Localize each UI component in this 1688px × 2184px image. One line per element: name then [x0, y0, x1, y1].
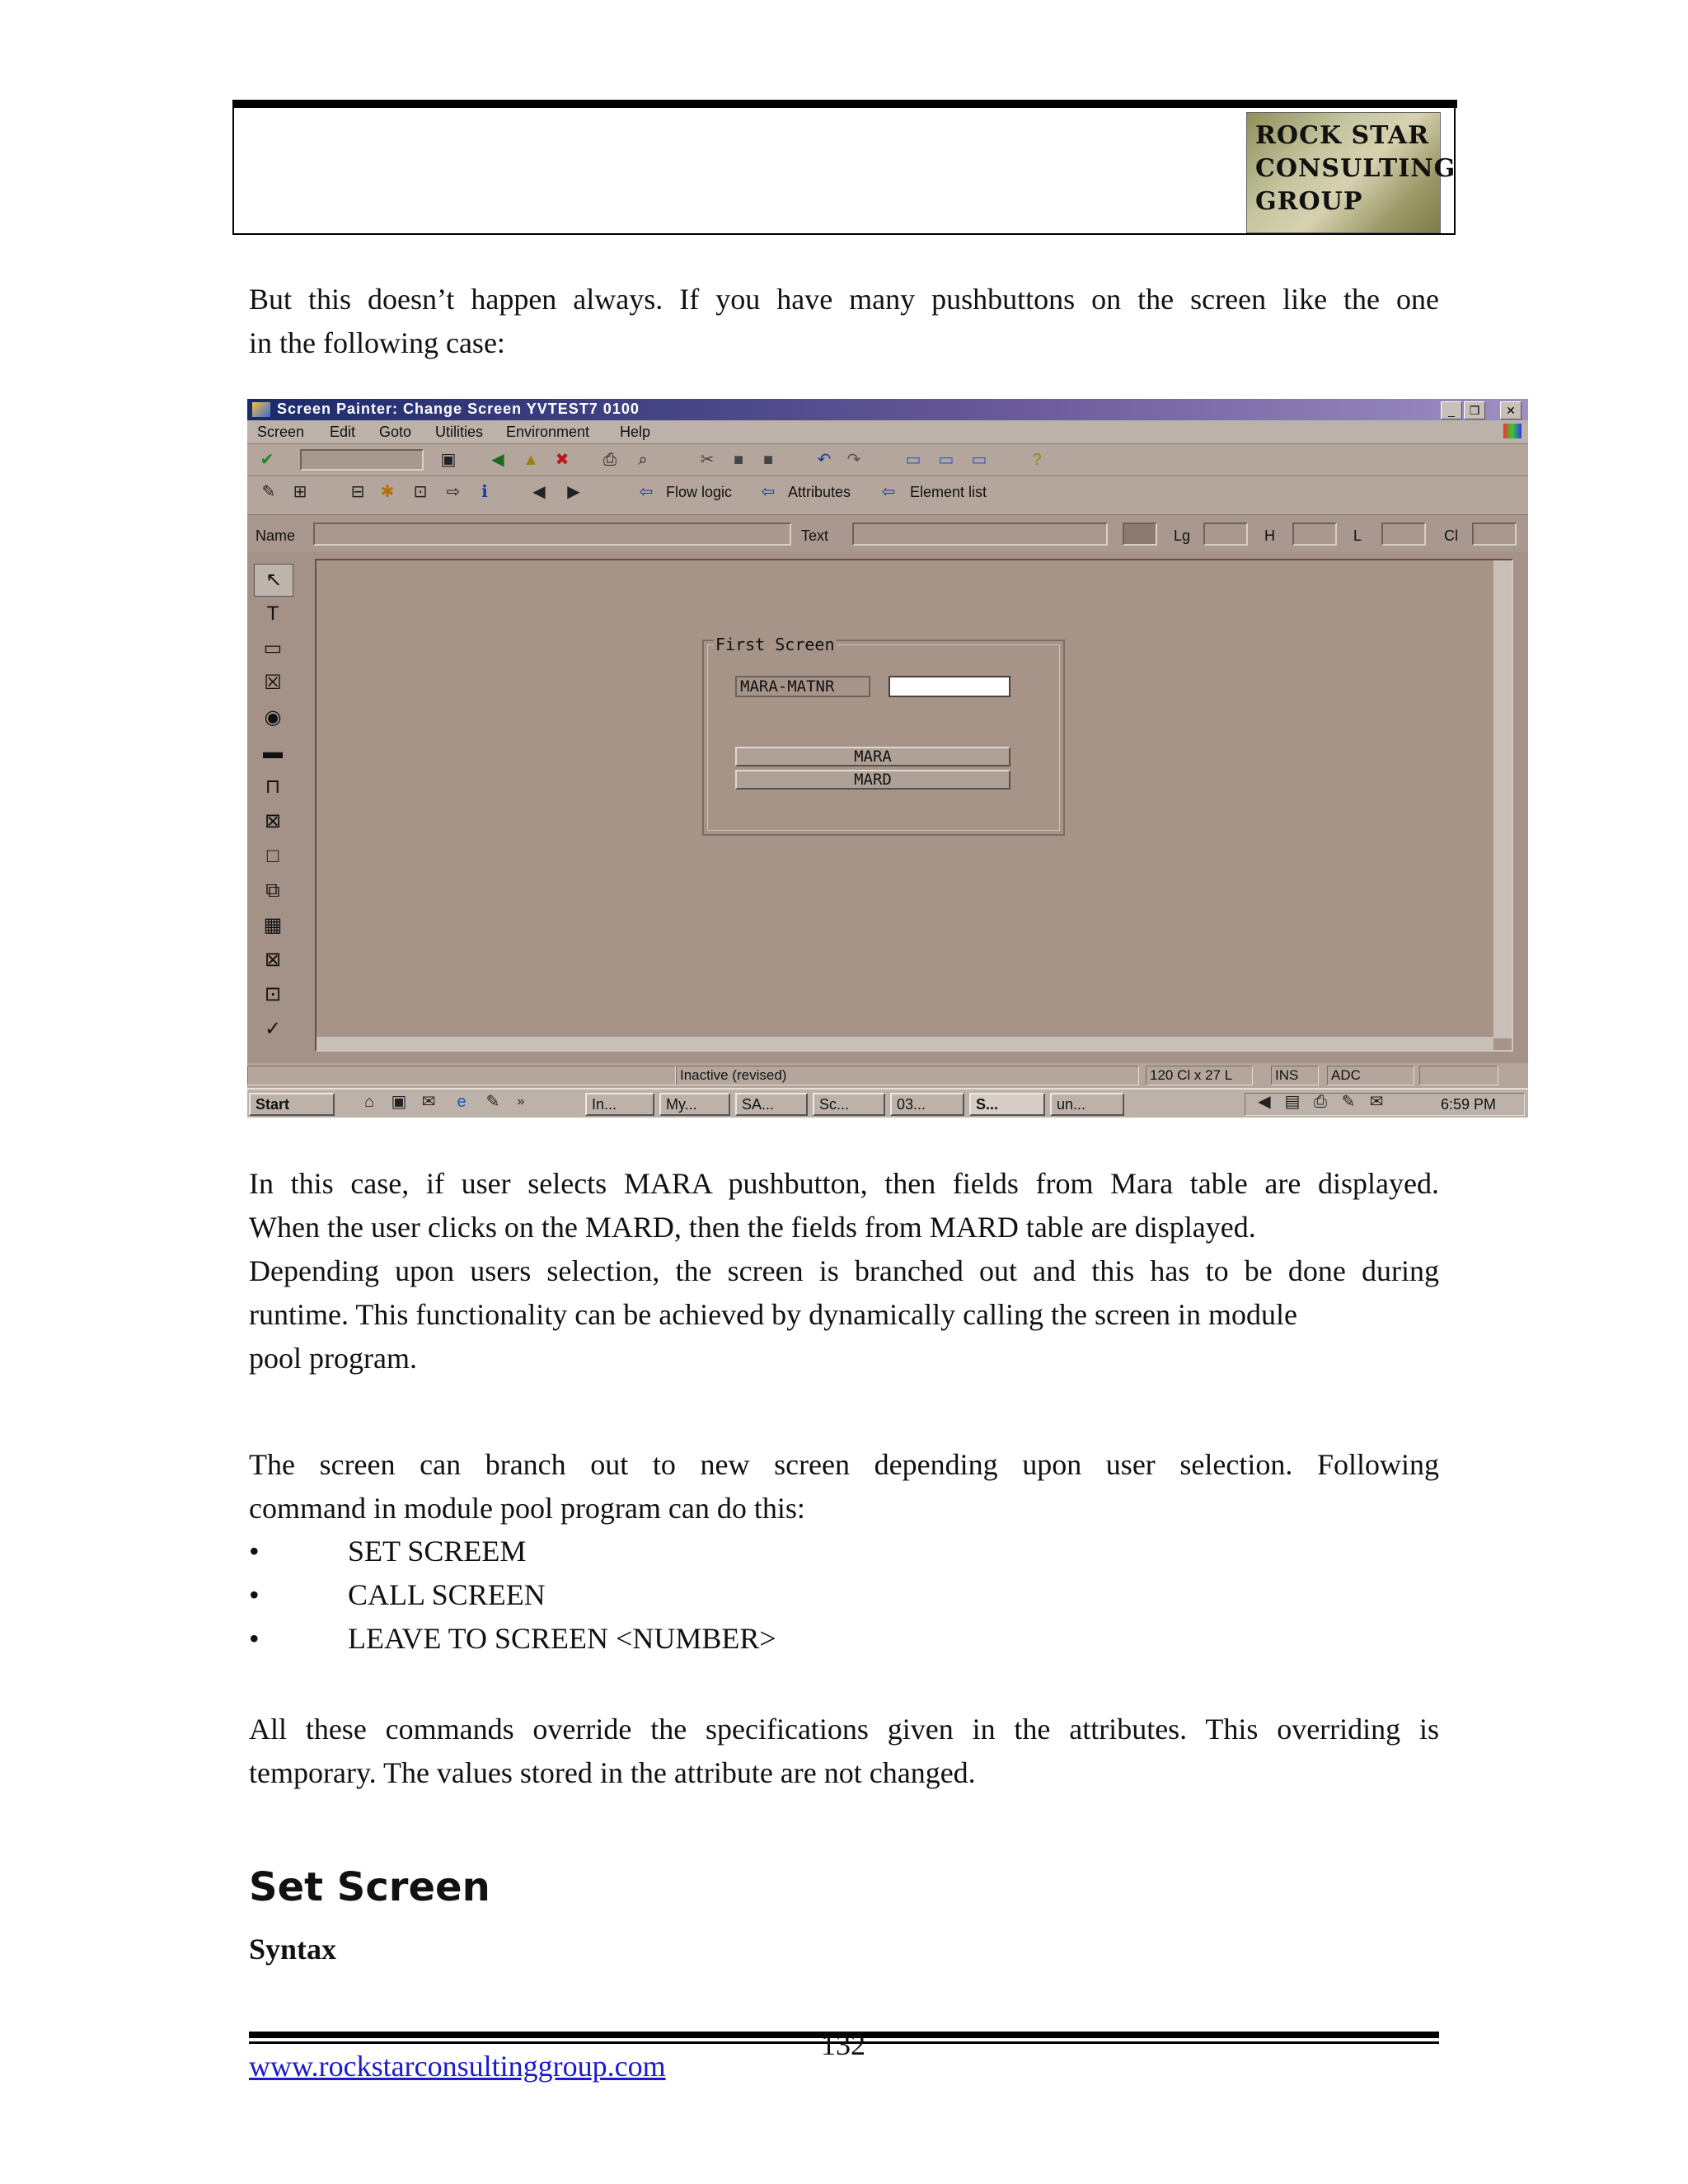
flow-logic-button[interactable]: Flow logic	[666, 484, 733, 500]
task-button-1[interactable]: In...	[585, 1093, 654, 1116]
command-field[interactable]	[300, 449, 424, 471]
section-title: Set Screen	[249, 1864, 490, 1910]
task-button-2[interactable]: My...	[659, 1093, 730, 1116]
select-pointer-icon[interactable]: ↖	[254, 564, 293, 597]
h-field[interactable]	[1292, 523, 1337, 546]
quicklaunch-ie-icon[interactable]: e	[457, 1093, 467, 1111]
intro-line-1: But this doesn’t happen always. If you have many pushbuttons on the screen like the one	[249, 283, 1439, 316]
mail-tray-icon[interactable]: ✉	[1369, 1093, 1384, 1111]
radio-button-tool-icon[interactable]: ◉	[264, 706, 282, 729]
menu-environment[interactable]: Environment	[506, 424, 590, 440]
pushbutton-tool-icon[interactable]: ▬	[263, 741, 283, 763]
bullet-icon: •	[249, 1578, 260, 1611]
horizontal-scrollbar[interactable]	[316, 1037, 1493, 1050]
bullet-icon: •	[249, 1535, 260, 1568]
tabstrip-tool-icon[interactable]: ⊓	[265, 776, 281, 798]
task-button-4[interactable]: Sc...	[813, 1093, 885, 1116]
test-icon[interactable]: ⊡	[413, 483, 428, 501]
menu-goto[interactable]: Goto	[379, 424, 412, 440]
para2-line-2: command in module pool program can do this:	[249, 1492, 805, 1525]
para1-line-4: runtime. This functionality can be achieved by dynamically calling the screen in module	[249, 1298, 1297, 1331]
menu-screen[interactable]: Screen	[257, 424, 305, 440]
close-icon[interactable]: ✕	[1500, 401, 1522, 419]
window-title: Screen Painter: Change Screen YVTEST7 0100	[277, 401, 640, 417]
custom-control-tool-icon[interactable]: ⊡	[264, 983, 282, 1005]
page-number: 132	[821, 2028, 865, 2061]
print-icon[interactable]: ⎙	[603, 451, 617, 469]
name-field[interactable]	[313, 523, 791, 546]
status-mode: Inactive (revised)	[676, 1066, 1139, 1085]
text-field-tool-icon[interactable]: T	[266, 602, 279, 625]
status-system: ADC	[1327, 1066, 1414, 1085]
window-titlebar	[247, 399, 1528, 420]
para1-line-2: When the user clicks on the MARD, then the fields from MARD table are displayed.	[249, 1211, 1256, 1244]
para3-line-1: All these commands override the specifications given in the attributes. This overriding is	[249, 1713, 1439, 1746]
quicklaunch-desktop-icon[interactable]: ⌂	[363, 1093, 375, 1111]
info-icon[interactable]: ℹ	[481, 483, 488, 501]
network-icon[interactable]: ▤	[1284, 1093, 1301, 1111]
quicklaunch-more-icon[interactable]: »	[517, 1094, 525, 1108]
status-size: 120 Cl x 27 L	[1146, 1066, 1253, 1085]
mara-matnr-label[interactable]: MARA-MATNR	[735, 676, 870, 697]
attributes-arrow-icon[interactable]: ⇦	[761, 483, 776, 501]
website-link[interactable]: www.rockstarconsultinggroup.com	[249, 2050, 666, 2083]
menu-edit[interactable]: Edit	[330, 424, 356, 440]
cl-label: Cl	[1444, 527, 1458, 544]
vertical-scrollbar[interactable]	[1493, 560, 1512, 1038]
quicklaunch-outlook-icon[interactable]: ✉	[421, 1093, 436, 1111]
back-icon[interactable]: ◀	[491, 451, 504, 469]
command-call-screen: CALL SCREEN	[348, 1578, 546, 1611]
exit-icon[interactable]: ▲	[523, 451, 539, 469]
element-attributes-bar	[247, 516, 1528, 552]
quicklaunch-tool-icon[interactable]: ✎	[485, 1093, 500, 1111]
window-icon-3[interactable]: ▭	[971, 451, 987, 469]
syntax-heading: Syntax	[249, 1933, 337, 1966]
company-logo	[1246, 112, 1456, 233]
table-control-tool-icon[interactable]: ▦	[263, 914, 283, 936]
enter-icon[interactable]: ✔	[260, 451, 274, 469]
logo-line-2: CONSULTING	[1255, 154, 1456, 183]
undo-icon[interactable]: ↶	[817, 451, 832, 469]
task-button-3[interactable]: SA...	[735, 1093, 808, 1116]
frame-title: First Screen	[715, 635, 835, 654]
box-frame-inner	[707, 644, 1060, 831]
cancel-icon[interactable]: ✖	[555, 451, 570, 469]
menu-help[interactable]: Help	[620, 424, 651, 440]
copy-icon[interactable]: ■	[733, 451, 744, 469]
logo-line-1: ROCK STAR	[1255, 121, 1430, 150]
status-extra	[1419, 1066, 1498, 1085]
para1-line-1: In this case, if user selects MARA pushbutton, then fields from Mara table are displayed.	[249, 1167, 1439, 1200]
mara-matnr-input[interactable]	[889, 676, 1010, 697]
hierarchy-icon[interactable]: ⊟	[350, 483, 365, 501]
display-change-icon[interactable]: ✎	[261, 483, 276, 501]
cl-field[interactable]	[1472, 523, 1517, 546]
l-field[interactable]	[1381, 523, 1426, 546]
help-icon[interactable]: ?	[1032, 451, 1042, 469]
pen-tray-icon[interactable]: ✎	[1341, 1093, 1356, 1111]
quicklaunch-pc-icon[interactable]: ▣	[391, 1093, 407, 1111]
other-object-icon[interactable]: ⇨	[446, 483, 461, 501]
intro-paragraph	[249, 278, 1439, 365]
status-ins: INS	[1271, 1066, 1319, 1085]
task-button-7[interactable]: un...	[1050, 1093, 1124, 1116]
check-icon[interactable]: ⊞	[293, 483, 307, 501]
command-set-screen: SET SCREEM	[348, 1535, 527, 1568]
element-palette	[251, 554, 302, 1040]
box-tool-icon[interactable]: □	[266, 845, 279, 867]
windows-taskbar	[247, 1088, 1528, 1118]
previous-icon[interactable]: ◀	[532, 483, 546, 501]
start-button[interactable]: Start	[249, 1093, 335, 1116]
table-wizard-tool-icon[interactable]: ⊠	[264, 949, 282, 971]
cut-icon[interactable]: ✂	[700, 451, 715, 469]
minimize-icon[interactable]: _	[1441, 401, 1462, 419]
sap-screen-painter-screenshot	[247, 399, 1528, 1118]
status-bar	[247, 1063, 1528, 1088]
save-icon[interactable]: ▣	[440, 451, 457, 469]
para1-line-3: Depending upon users selection, the screen is branched out and this has to be done during	[249, 1254, 1439, 1287]
checkbox-tool-icon[interactable]: ☒	[264, 672, 282, 694]
status-message	[247, 1066, 676, 1085]
next-icon[interactable]: ▶	[567, 483, 580, 501]
task-button-6[interactable]: S...	[969, 1093, 1045, 1116]
graphic-element-selector[interactable]	[1123, 523, 1157, 546]
para3-line-2: temporary. The values stored in the attribute are not changed.	[249, 1756, 976, 1789]
h-label: H	[1264, 527, 1275, 544]
lg-field[interactable]	[1203, 523, 1248, 546]
printer-tray-icon[interactable]: ⎙	[1314, 1093, 1327, 1111]
paste-icon[interactable]: ■	[762, 451, 774, 469]
menu-bar	[247, 420, 1528, 444]
subscreen-tool-icon[interactable]: ⧉	[265, 879, 280, 902]
attributes-button[interactable]: Attributes	[788, 484, 851, 500]
redo-icon[interactable]: ↷	[846, 451, 861, 469]
app-icon	[252, 402, 270, 417]
status-icon-tool-icon[interactable]: ✓	[264, 1018, 282, 1040]
element-list-arrow-icon[interactable]: ⇦	[881, 483, 896, 501]
flow-logic-arrow-icon[interactable]: ⇦	[639, 483, 654, 501]
volume-icon[interactable]: ◀	[1258, 1093, 1271, 1111]
logo-line-3: GROUP	[1255, 187, 1363, 216]
text-field[interactable]	[852, 523, 1108, 546]
mard-pushbutton[interactable]: MARD	[735, 770, 1010, 790]
text-label: Text	[801, 527, 829, 544]
application-toolbar	[247, 476, 1528, 515]
restore-icon[interactable]: ❐	[1464, 401, 1485, 419]
lg-label: Lg	[1174, 527, 1191, 544]
override-paragraph	[249, 1708, 1439, 1795]
activate-icon[interactable]: ✱	[380, 483, 395, 501]
command-leave-to-screen: LEAVE TO SCREEN <NUMBER>	[348, 1622, 776, 1655]
mara-pushbutton[interactable]: MARA	[735, 747, 1010, 766]
window-icon-1[interactable]: ▭	[905, 451, 921, 469]
intro-line-2: in the following case:	[249, 326, 505, 359]
layout-menu-icon[interactable]	[1503, 424, 1522, 438]
tabstrip-wizard-tool-icon[interactable]: ⊠	[264, 810, 282, 832]
para1-line-5: pool program.	[249, 1342, 417, 1375]
bullet-icon: •	[249, 1622, 260, 1655]
clock: 6:59 PM	[1441, 1096, 1497, 1113]
para2-line-1: The screen can branch out to new screen depending upon user selection. Following	[249, 1448, 1439, 1481]
name-label: Name	[256, 527, 296, 544]
header-rule	[232, 100, 1457, 108]
find-icon[interactable]: ⌕	[638, 451, 648, 469]
standard-toolbar	[247, 444, 1528, 476]
element-list-button[interactable]: Element list	[910, 484, 987, 500]
explanation-paragraph	[249, 1162, 1439, 1380]
window-icon-2[interactable]: ▭	[938, 451, 954, 469]
task-button-5[interactable]: 03...	[890, 1093, 964, 1116]
l-label: L	[1353, 527, 1362, 544]
menu-utilities[interactable]: Utilities	[435, 424, 484, 440]
entry-field-tool-icon[interactable]: ▭	[263, 637, 283, 659]
branching-paragraph	[249, 1443, 1439, 1530]
